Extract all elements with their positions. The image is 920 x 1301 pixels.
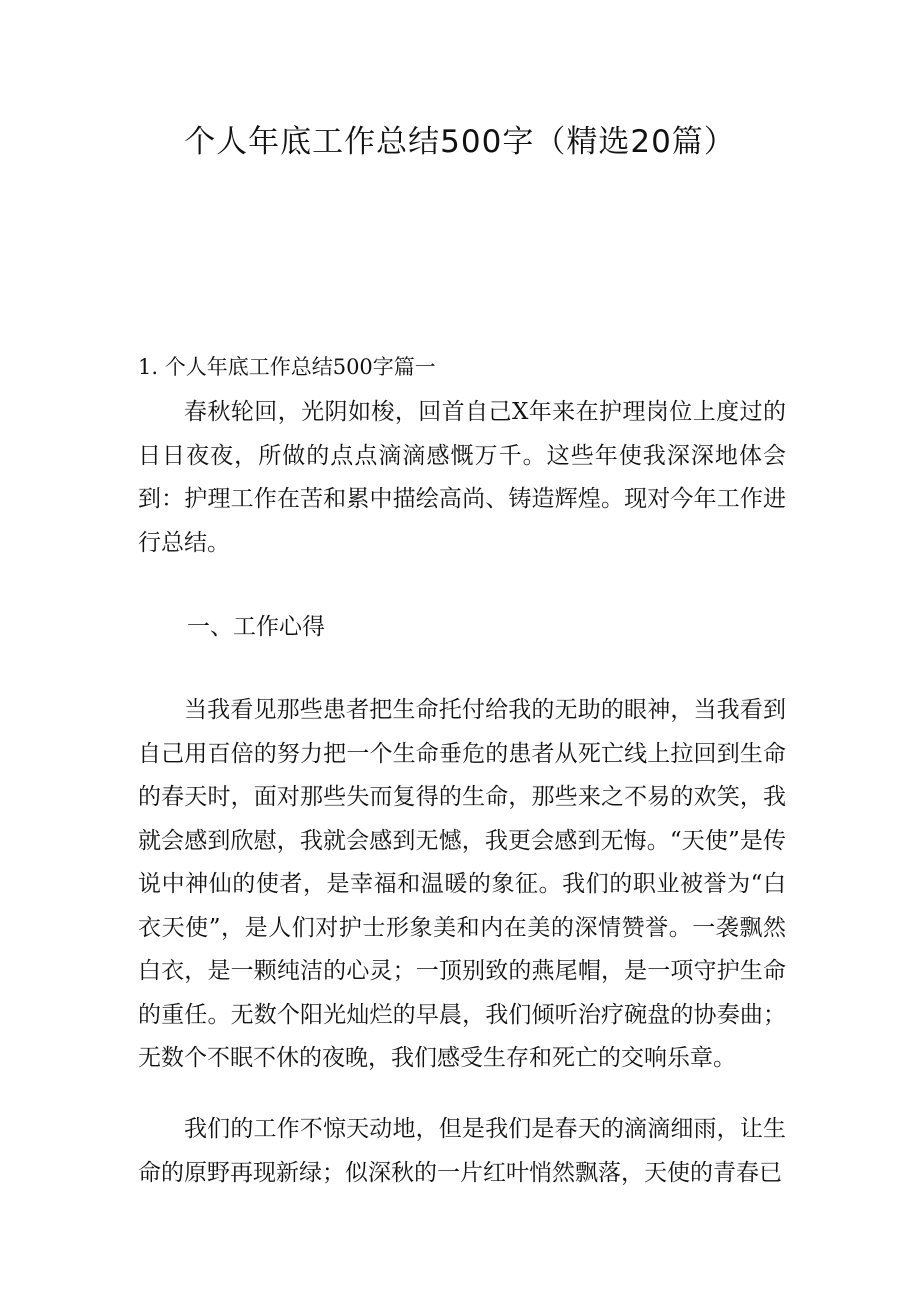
document-title: 个人年底工作总结500字（精选20篇） xyxy=(184,124,736,160)
paragraph: 当我看见那些患者把生命托付给我的无助的眼神，当我看到自己用百倍的努力把一个生命垂危的患者从死亡线上拉回到生命的春天时，面对那些失而复得的生命，那些来之不易的欢笑，我就会感到欣慰，我就会感到无憾，我更会感到无悔。“天使”是传说中神仙的使者，是幸福和温暖的象征。我们的职业被誉为“白衣天使”，是人们对护士形象美和内在美的深情赞誉。一袭飘然白衣，是一颗纯洁的心灵；一顶别致的燕尾帽，是一项守护生命的重任。无数个阳光灿烂的早晨，我们倾听治疗碗盘的协奏曲；无数个不眠不休的夜晚，我们感受生存和死亡的交响乐章。 xyxy=(138,697,786,1071)
paragraph-block-2 xyxy=(138,689,786,1081)
paragraph: 春秋轮回，光阴如梭，回首自己X年来在护理岗位上度过的日日夜夜，所做的点点滴滴感慨万千。这些年使我深深地体会到：护理工作在苦和累中描绘高尚、铸造辉煌。现对今年工作进行总结。 xyxy=(138,399,786,556)
paragraph: 我们的工作不惊天动地，但是我们是春天的滴滴细雨，让生命的原野再现新绿；似深秋的一片红叶悄然飘落，天使的青春已 xyxy=(138,1116,786,1186)
paragraph-block-3 xyxy=(138,1108,786,1195)
paragraph-block-1 xyxy=(138,391,786,565)
section-heading: 1. 个人年底工作总结500字篇一 xyxy=(138,355,436,379)
subsection-heading: 一、工作心得 xyxy=(187,614,325,640)
